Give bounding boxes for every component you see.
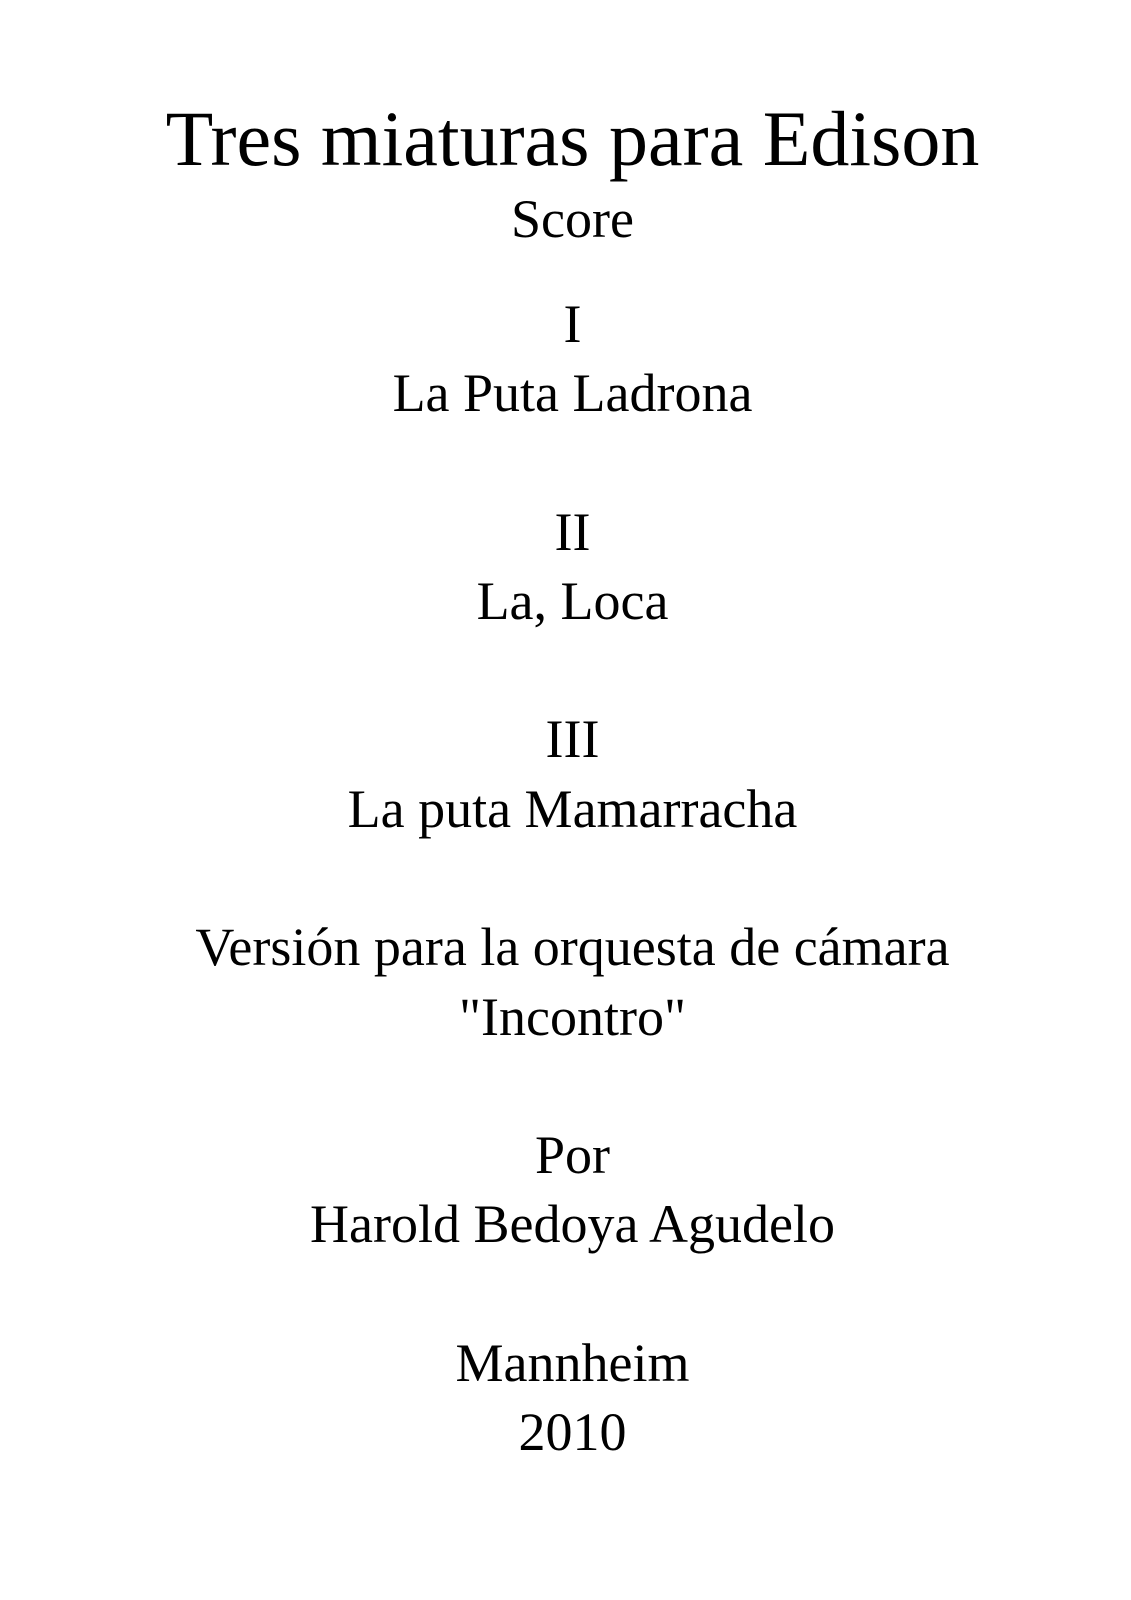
movement-1-title: La Puta Ladrona <box>392 363 753 423</box>
movement-1-numeral: I <box>563 294 582 354</box>
page-title: Tres miaturas para Edison <box>165 95 980 182</box>
place: Mannheim <box>455 1333 690 1393</box>
year: 2010 <box>518 1402 627 1462</box>
version-line-2: "Incontro" <box>458 987 687 1047</box>
movement-3-title: La puta Mamarracha <box>347 779 798 839</box>
movement-2-numeral: II <box>554 502 591 562</box>
author-name: Harold Bedoya Agudelo <box>310 1194 835 1254</box>
movement-2-title: La, Loca <box>476 571 669 631</box>
version-line-1: Versión para la orquesta de cámara <box>195 917 950 977</box>
credit-by: Por <box>534 1125 610 1185</box>
movement-3-numeral: III <box>545 709 600 769</box>
score-label: Score <box>511 189 634 249</box>
